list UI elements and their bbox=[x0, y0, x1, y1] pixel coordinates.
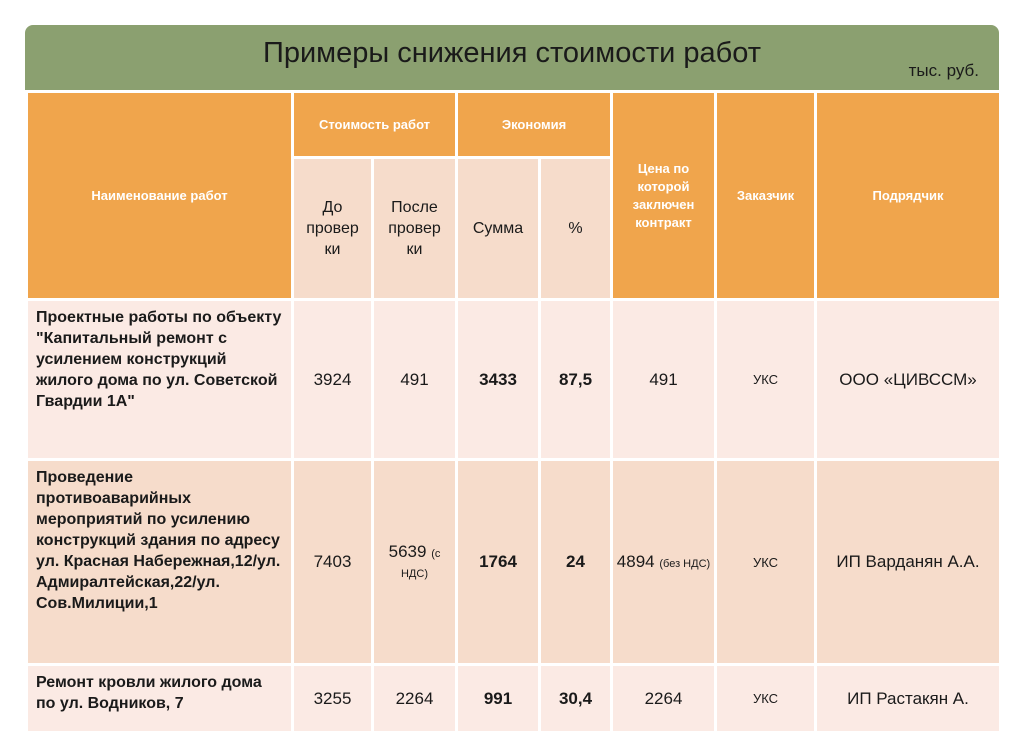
col-header-name: Наименование работ bbox=[27, 92, 293, 300]
row-percent: 24 bbox=[540, 460, 612, 665]
row-before: 3255 bbox=[293, 665, 373, 733]
row-contract-price: 491 bbox=[612, 300, 716, 460]
table-row bbox=[27, 300, 1001, 460]
units-label: тыс. руб. bbox=[908, 61, 979, 80]
row-work-name: Проектные работы по объекту "Капитальный ремонт с усилением конструкций жилого дома по ул. Советской Гвардии 1А" bbox=[27, 300, 293, 460]
row-after: 491 bbox=[373, 300, 457, 460]
row-before: 3924 bbox=[293, 300, 373, 460]
row-after-note: (с НДС) bbox=[400, 548, 441, 580]
row-contractor: ИП Варданян А.А. bbox=[816, 460, 1001, 665]
row-customer: УКС bbox=[716, 665, 816, 733]
row-contract-value: 4894 bbox=[616, 552, 655, 571]
col-header-cost: Стоимость работ bbox=[293, 92, 457, 158]
subheader-after: После провер ки bbox=[373, 158, 457, 300]
table-row bbox=[27, 460, 1001, 665]
title-bar bbox=[25, 25, 999, 90]
row-contract-note: (без НДС) bbox=[659, 558, 711, 570]
row-contractor: ИП Растакян А. bbox=[816, 665, 1001, 733]
page-title: Примеры снижения стоимости работ bbox=[262, 37, 761, 69]
row-contractor: ООО «ЦИВССМ» bbox=[816, 300, 1001, 460]
row-after-value: 5639 bbox=[388, 542, 427, 561]
col-header-contractor: Подрядчик bbox=[816, 92, 1001, 300]
row-contract-price: 2264 bbox=[612, 665, 716, 733]
row-sum: 991 bbox=[457, 665, 540, 733]
row-customer: УКС bbox=[716, 300, 816, 460]
subheader-before: До провер ки bbox=[293, 158, 373, 300]
row-contract-price bbox=[612, 460, 716, 665]
row-after: 2264 bbox=[373, 665, 457, 733]
row-after bbox=[373, 460, 457, 665]
subheader-sum: Сумма bbox=[457, 158, 540, 300]
row-work-name: Ремонт кровли жилого дома по ул. Водников, 7 bbox=[27, 665, 293, 733]
row-percent: 30,4 bbox=[540, 665, 612, 733]
row-percent: 87,5 bbox=[540, 300, 612, 460]
row-customer: УКС bbox=[716, 460, 816, 665]
col-header-customer: Заказчик bbox=[716, 92, 816, 300]
table-row bbox=[27, 665, 1001, 733]
subheader-percent: % bbox=[540, 158, 612, 300]
cost-reduction-table bbox=[25, 90, 1002, 734]
row-sum: 1764 bbox=[457, 460, 540, 665]
row-work-name: Проведение противоаварийных мероприятий по усилению конструкций здания по адресу ул. Красная Набережная,12/ул. Адмиралтейская,22/ул. Сов.Милиции,1 bbox=[27, 460, 293, 665]
col-header-economy: Экономия bbox=[457, 92, 612, 158]
col-header-contract-price: Цена по которой заключен контракт bbox=[612, 92, 716, 300]
row-sum: 3433 bbox=[457, 300, 540, 460]
row-before: 7403 bbox=[293, 460, 373, 665]
